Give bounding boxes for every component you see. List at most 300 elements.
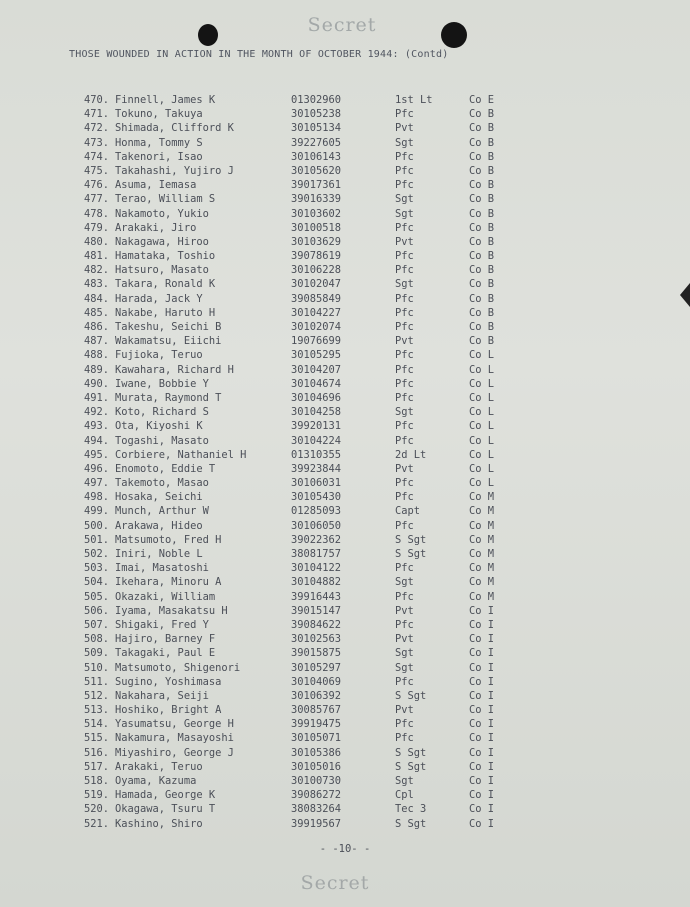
- entry-number: 489.: [83, 363, 109, 376]
- serial-number: 30103602: [291, 207, 342, 220]
- serial-number: 30104224: [291, 434, 342, 447]
- entry-number: 508.: [83, 633, 109, 646]
- serial-number: 30102074: [291, 321, 342, 333]
- soldier-name: Takahashi, Yujiro J: [115, 164, 234, 177]
- roster-row: [69, 746, 569, 760]
- serial-number: 39919567: [291, 817, 342, 830]
- entry-number: 503.: [83, 562, 109, 575]
- soldier-name: Enomoto, Eddie T: [115, 462, 216, 475]
- unit: Co B: [469, 108, 495, 121]
- soldier-name: Arakawa, Hideo: [115, 519, 203, 532]
- serial-number: 39015147: [291, 604, 342, 617]
- roster-row: [69, 320, 569, 334]
- entry-number: 475.: [83, 164, 109, 177]
- rank: Pfc: [395, 363, 414, 376]
- unit: Co B: [469, 207, 495, 220]
- serial-number: 39022362: [291, 533, 342, 546]
- entry-number: 479.: [83, 221, 109, 234]
- rank: S Sgt: [395, 817, 427, 830]
- entry-number: 493.: [83, 420, 109, 433]
- classification-stamp-bottom: Secret: [300, 872, 370, 894]
- entry-number: 513.: [83, 704, 109, 717]
- serial-number: 30105386: [291, 746, 342, 759]
- soldier-name: Takagaki, Paul E: [115, 647, 216, 660]
- unit: Co L: [469, 363, 495, 376]
- serial-number: 30105620: [291, 164, 342, 177]
- rank: Sgt: [395, 406, 414, 419]
- soldier-name: Ikehara, Minoru A: [115, 576, 222, 589]
- entry-number: 488.: [83, 349, 109, 362]
- entry-number: 518.: [83, 775, 109, 787]
- serial-number: 39078619: [291, 250, 342, 263]
- soldier-name: Iniri, Noble L: [115, 548, 203, 560]
- soldier-name: Matsumoto, Shigenori: [115, 661, 241, 674]
- roster-row: [69, 646, 569, 660]
- rank: Pfc: [395, 391, 414, 404]
- roster-row: [69, 675, 569, 689]
- serial-number: 30106392: [291, 689, 342, 702]
- unit: Co L: [469, 391, 495, 404]
- roster-row: [69, 561, 569, 575]
- rank: Pfc: [395, 732, 414, 745]
- roster-row: [69, 107, 569, 121]
- roster-row: [69, 604, 569, 618]
- page-number: - -10- -: [319, 843, 371, 855]
- entry-number: 504.: [83, 576, 109, 589]
- unit: Co B: [469, 164, 495, 177]
- unit: Co I: [469, 618, 495, 631]
- entry-number: 499.: [83, 505, 109, 518]
- unit: Co I: [469, 718, 495, 731]
- serial-number: 38083264: [291, 803, 342, 816]
- unit: Co M: [469, 519, 495, 532]
- rank: Pfc: [395, 562, 414, 575]
- soldier-name: Okagawa, Tsuru T: [115, 803, 216, 816]
- soldier-name: Shigaki, Fred Y: [115, 618, 209, 631]
- roster-row: [69, 434, 569, 448]
- soldier-name: Nakagawa, Hiroo: [115, 235, 209, 248]
- entry-number: 484.: [83, 292, 109, 305]
- soldier-name: Munch, Arthur W: [115, 505, 209, 518]
- roster-row: [69, 249, 569, 263]
- entry-number: 521.: [83, 817, 109, 830]
- entry-number: 516.: [83, 746, 109, 759]
- roster-row: [69, 235, 569, 249]
- rank: Sgt: [395, 661, 414, 674]
- entry-number: 495.: [83, 448, 109, 461]
- roster-row: [69, 150, 569, 164]
- unit: Co I: [469, 789, 495, 802]
- entry-number: 486.: [83, 321, 109, 333]
- rank: Sgt: [395, 647, 414, 660]
- serial-number: 30100518: [291, 221, 342, 234]
- entry-number: 512.: [83, 689, 109, 702]
- rank: Pfc: [395, 321, 414, 333]
- entry-number: 519.: [83, 789, 109, 802]
- entry-number: 505.: [83, 590, 109, 603]
- serial-number: 30103629: [291, 235, 342, 248]
- unit: Co L: [469, 462, 495, 475]
- classification-stamp-top: Secret: [307, 14, 377, 36]
- entry-number: 485.: [83, 306, 109, 319]
- rank: Pfc: [395, 164, 414, 177]
- roster-row: [69, 533, 569, 547]
- rank: Pvt: [395, 604, 414, 617]
- roster-row: [69, 178, 569, 192]
- rank: Pvt: [395, 704, 414, 717]
- rank: S Sgt: [395, 548, 427, 560]
- soldier-name: Takemoto, Masao: [115, 477, 209, 490]
- roster-row: [69, 774, 569, 788]
- entry-number: 487.: [83, 335, 109, 348]
- serial-number: 30105297: [291, 661, 342, 674]
- serial-number: 39086272: [291, 789, 342, 802]
- roster-row: [69, 575, 569, 589]
- roster-row: [69, 490, 569, 504]
- soldier-name: Oyama, Kazuma: [115, 775, 197, 787]
- roster-row: [69, 760, 569, 774]
- soldier-name: Imai, Masatoshi: [115, 562, 209, 575]
- serial-number: 30105238: [291, 108, 342, 121]
- soldier-name: Hajiro, Barney F: [115, 633, 216, 646]
- roster-row: [69, 363, 569, 377]
- unit: Co I: [469, 647, 495, 660]
- unit: Co I: [469, 689, 495, 702]
- soldier-name: Takara, Ronald K: [115, 278, 216, 291]
- roster-row: [69, 306, 569, 320]
- edge-marker: [680, 283, 690, 307]
- soldier-name: Hatsuro, Masato: [115, 264, 209, 277]
- roster-row: [69, 277, 569, 291]
- entry-number: 482.: [83, 264, 109, 277]
- roster-row: [69, 207, 569, 221]
- soldier-name: Kashino, Shiro: [115, 817, 203, 830]
- entry-number: 501.: [83, 533, 109, 546]
- soldier-name: Miyashiro, George J: [115, 746, 234, 759]
- entry-number: 476.: [83, 179, 109, 192]
- serial-number: 30085767: [291, 704, 342, 717]
- roster-row: [69, 136, 569, 150]
- unit: Co I: [469, 760, 495, 773]
- entry-number: 492.: [83, 406, 109, 419]
- serial-number: 39015875: [291, 647, 342, 660]
- unit: Co B: [469, 264, 495, 277]
- soldier-name: Iyama, Masakatsu H: [115, 604, 228, 617]
- rank: Pvt: [395, 462, 414, 475]
- roster-row: [69, 164, 569, 178]
- roster-row: [69, 448, 569, 462]
- soldier-name: Yasumatsu, George H: [115, 718, 234, 731]
- soldier-name: Murata, Raymond T: [115, 391, 222, 404]
- roster-row: [69, 377, 569, 391]
- rank: 1st Lt: [395, 94, 433, 106]
- soldier-name: Hoshiko, Bright A: [115, 704, 222, 717]
- roster-row: [69, 263, 569, 277]
- rank: Sgt: [395, 278, 414, 291]
- soldier-name: Okazaki, William: [115, 590, 216, 603]
- entry-number: 514.: [83, 718, 109, 731]
- serial-number: 30105016: [291, 760, 342, 773]
- soldier-name: Corbiere, Nathaniel H: [115, 448, 247, 461]
- unit: Co I: [469, 817, 495, 830]
- rank: S Sgt: [395, 746, 427, 759]
- unit: Co B: [469, 250, 495, 263]
- rank: Pfc: [395, 675, 414, 688]
- entry-number: 480.: [83, 235, 109, 248]
- unit: Co L: [469, 448, 495, 461]
- unit: Co B: [469, 321, 495, 333]
- rank: Pfc: [395, 349, 414, 362]
- serial-number: 38081757: [291, 548, 342, 560]
- entry-number: 472.: [83, 122, 109, 135]
- unit: Co B: [469, 136, 495, 149]
- entry-number: 478.: [83, 207, 109, 220]
- soldier-name: Finnell, James K: [115, 94, 216, 106]
- serial-number: 39017361: [291, 179, 342, 192]
- unit: Co M: [469, 505, 495, 518]
- entry-number: 498.: [83, 491, 109, 504]
- rank: Pfc: [395, 150, 414, 163]
- soldier-name: Fujioka, Teruo: [115, 349, 203, 362]
- roster-row: [69, 221, 569, 235]
- unit: Co B: [469, 221, 495, 234]
- serial-number: 30104882: [291, 576, 342, 589]
- punch-hole-right: [441, 22, 467, 48]
- entry-number: 507.: [83, 618, 109, 631]
- entry-number: 515.: [83, 732, 109, 745]
- serial-number: 01310355: [291, 448, 342, 461]
- unit: Co I: [469, 746, 495, 759]
- unit: Co L: [469, 377, 495, 390]
- soldier-name: Ota, Kiyoshi K: [115, 420, 203, 433]
- serial-number: 30102563: [291, 633, 342, 646]
- rank: Tec 3: [395, 803, 427, 816]
- soldier-name: Koto, Richard S: [115, 406, 209, 419]
- unit: Co L: [469, 434, 495, 447]
- serial-number: 30104696: [291, 391, 342, 404]
- entry-number: 470.: [83, 94, 109, 106]
- entry-number: 497.: [83, 477, 109, 490]
- roster-row: [69, 334, 569, 348]
- rank: Pfc: [395, 221, 414, 234]
- rank: Pfc: [395, 264, 414, 277]
- rank: Pfc: [395, 434, 414, 447]
- unit: Co L: [469, 477, 495, 490]
- roster-row: [69, 93, 569, 107]
- soldier-name: Iwane, Bobbie Y: [115, 377, 209, 390]
- roster-row: [69, 618, 569, 632]
- roster-row: [69, 405, 569, 419]
- roster-row: [69, 419, 569, 433]
- unit: Co B: [469, 150, 495, 163]
- entry-number: 520.: [83, 803, 109, 816]
- rank: Capt: [395, 505, 421, 518]
- serial-number: 30102047: [291, 278, 342, 291]
- roster-row: [69, 703, 569, 717]
- soldier-name: Hamada, George K: [115, 789, 216, 802]
- unit: Co M: [469, 576, 495, 589]
- serial-number: 39084622: [291, 618, 342, 631]
- serial-number: 19076699: [291, 335, 342, 348]
- entry-number: 490.: [83, 377, 109, 390]
- rank: Pfc: [395, 519, 414, 532]
- serial-number: 30105134: [291, 122, 342, 135]
- entry-number: 511.: [83, 675, 109, 688]
- unit: Co B: [469, 306, 495, 319]
- rank: S Sgt: [395, 533, 427, 546]
- entry-number: 473.: [83, 136, 109, 149]
- serial-number: 39923844: [291, 462, 342, 475]
- roster-row: [69, 632, 569, 646]
- soldier-name: Arakaki, Jiro: [115, 221, 197, 234]
- serial-number: 30105295: [291, 349, 342, 362]
- soldier-name: Terao, William S: [115, 193, 216, 206]
- serial-number: 30106031: [291, 477, 342, 490]
- entry-number: 481.: [83, 250, 109, 263]
- soldier-name: Nakamura, Masayoshi: [115, 732, 234, 745]
- entry-number: 496.: [83, 462, 109, 475]
- entry-number: 517.: [83, 760, 109, 773]
- unit: Co M: [469, 590, 495, 603]
- soldier-name: Asuma, Iemasa: [115, 179, 197, 192]
- serial-number: 30106228: [291, 264, 342, 277]
- soldier-name: Nakahara, Seiji: [115, 689, 209, 702]
- rank: Pfc: [395, 590, 414, 603]
- roster-row: [69, 717, 569, 731]
- rank: Pfc: [395, 179, 414, 192]
- roster-row: [69, 731, 569, 745]
- soldier-name: Wakamatsu, Eiichi: [115, 335, 222, 348]
- soldier-name: Takeshu, Seichi B: [115, 321, 222, 333]
- casualty-roster: [69, 93, 569, 831]
- soldier-name: Tokuno, Takuya: [115, 108, 203, 121]
- roster-row: [69, 519, 569, 533]
- entry-number: 474.: [83, 150, 109, 163]
- roster-row: [69, 661, 569, 675]
- soldier-name: Honma, Tommy S: [115, 136, 203, 149]
- unit: Co E: [469, 94, 495, 106]
- unit: Co I: [469, 775, 495, 787]
- unit: Co I: [469, 803, 495, 816]
- roster-row: [69, 817, 569, 831]
- rank: Sgt: [395, 193, 414, 206]
- rank: Cpl: [395, 789, 414, 802]
- unit: Co I: [469, 661, 495, 674]
- soldier-name: Sugino, Yoshimasa: [115, 675, 222, 688]
- rank: Pvt: [395, 633, 414, 646]
- entry-number: 471.: [83, 108, 109, 121]
- serial-number: 39227605: [291, 136, 342, 149]
- rank: Pvt: [395, 122, 414, 135]
- soldier-name: Nakabe, Haruto H: [115, 306, 216, 319]
- unit: Co I: [469, 732, 495, 745]
- roster-row: [69, 121, 569, 135]
- rank: Sgt: [395, 136, 414, 149]
- unit: Co I: [469, 675, 495, 688]
- serial-number: 30104069: [291, 675, 342, 688]
- serial-number: 30105071: [291, 732, 342, 745]
- soldier-name: Nakamoto, Yukio: [115, 207, 209, 220]
- rank: Sgt: [395, 576, 414, 589]
- serial-number: 30104207: [291, 363, 342, 376]
- rank: Pvt: [395, 335, 414, 348]
- punch-hole-left: [198, 24, 218, 46]
- rank: Pfc: [395, 718, 414, 731]
- soldier-name: Hamataka, Toshio: [115, 250, 216, 263]
- entry-number: 491.: [83, 391, 109, 404]
- unit: Co B: [469, 193, 495, 206]
- entry-number: 510.: [83, 661, 109, 674]
- rank: Pvt: [395, 235, 414, 248]
- serial-number: 30105430: [291, 491, 342, 504]
- rank: Pfc: [395, 250, 414, 263]
- rank: Pfc: [395, 477, 414, 490]
- soldier-name: Takenori, Isao: [115, 150, 203, 163]
- document-title: THOSE WOUNDED IN ACTION IN THE MONTH OF OCTOBER 1944: (Contd): [69, 49, 449, 60]
- rank: Sgt: [395, 775, 414, 787]
- rank: Pfc: [395, 306, 414, 319]
- entry-number: 494.: [83, 434, 109, 447]
- entry-number: 506.: [83, 604, 109, 617]
- roster-row: [69, 192, 569, 206]
- unit: Co B: [469, 179, 495, 192]
- roster-row: [69, 391, 569, 405]
- soldier-name: Harada, Jack Y: [115, 292, 203, 305]
- unit: Co M: [469, 533, 495, 546]
- soldier-name: Shimada, Clifford K: [115, 122, 234, 135]
- serial-number: 30104258: [291, 406, 342, 419]
- entry-number: 502.: [83, 548, 109, 560]
- roster-row: [69, 802, 569, 816]
- unit: Co B: [469, 292, 495, 305]
- serial-number: 39016339: [291, 193, 342, 206]
- rank: Pfc: [395, 108, 414, 121]
- roster-row: [69, 476, 569, 490]
- unit: Co B: [469, 278, 495, 291]
- entry-number: 483.: [83, 278, 109, 291]
- unit: Co B: [469, 235, 495, 248]
- entry-number: 477.: [83, 193, 109, 206]
- unit: Co M: [469, 491, 495, 504]
- roster-row: [69, 292, 569, 306]
- soldier-name: Arakaki, Teruo: [115, 760, 203, 773]
- unit: Co L: [469, 406, 495, 419]
- unit: Co I: [469, 604, 495, 617]
- entry-number: 509.: [83, 647, 109, 660]
- rank: Pfc: [395, 618, 414, 631]
- soldier-name: Togashi, Masato: [115, 434, 209, 447]
- entry-number: 500.: [83, 519, 109, 532]
- serial-number: 39919475: [291, 718, 342, 731]
- rank: Pfc: [395, 292, 414, 305]
- rank: Pfc: [395, 420, 414, 433]
- serial-number: 39920131: [291, 420, 342, 433]
- unit: Co B: [469, 122, 495, 135]
- rank: S Sgt: [395, 689, 427, 702]
- rank: Pfc: [395, 491, 414, 504]
- serial-number: 39085849: [291, 292, 342, 305]
- roster-row: [69, 348, 569, 362]
- serial-number: 30106143: [291, 150, 342, 163]
- roster-row: [69, 689, 569, 703]
- unit: Co M: [469, 548, 495, 560]
- serial-number: 30104674: [291, 377, 342, 390]
- roster-row: [69, 590, 569, 604]
- roster-row: [69, 504, 569, 518]
- soldier-name: Matsumoto, Fred H: [115, 533, 222, 546]
- rank: 2d Lt: [395, 448, 427, 461]
- soldier-name: Kawahara, Richard H: [115, 363, 234, 376]
